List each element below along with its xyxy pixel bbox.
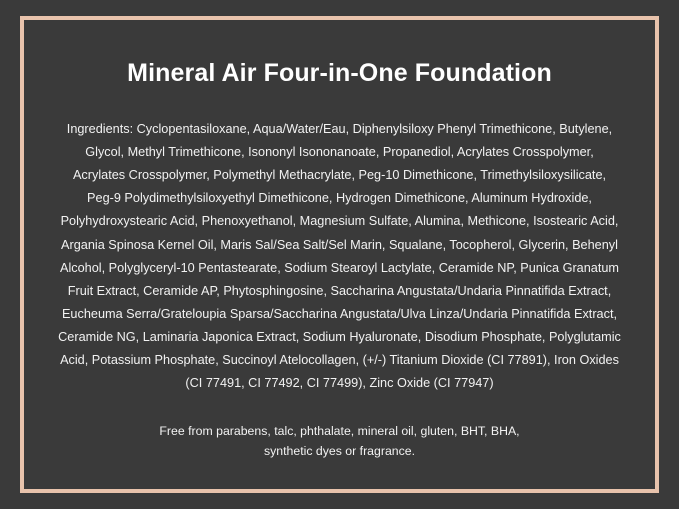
label-content bbox=[24, 20, 655, 489]
ingredients-text: Ingredients: Cyclopentasiloxane, Aqua/Water/Eau, Diphenylsiloxy Phenyl Trimethicone, Butylene, Glycol, Methyl Trimethicone, Isononyl Isononanoate, Propanediol, Acrylates Crosspolymer, Acrylates Crosspolymer, Polymethyl Methacrylate, Peg-10 Dimethicone, Trimethylsiloxysilicate, Peg-9 Polydimethylsiloxyethyl Dimethicone, Hydrogen Dimethicone, Aluminum Hydroxide, Polyhydroxystearic Acid, Phenoxyethanol, Magnesium Sulfate, Alumina, Methicone, Isostearic Acid, Argania Spinosa Kernel Oil, Maris Sal/Sea Salt/Sel Marin, Squalane, Tocopherol, Glycerin, Behenyl Alcohol, Polyglyceryl-10 Pentastearate, Sodium Stearoyl Lactylate, Ceramide NP, Punica Granatum Fruit Extract, Ceramide AP, Phytosphingosine, Saccharina Angustata/Undaria Pinnatifida Extract, Eucheuma Serra/Grateloupia Sparsa/Saccharina Angustata/Ulva Linza/Undaria Pinnatifida Extract, Ceramide NG, Laminaria Japonica Extract, Sodium Hyaluronate, Disodium Phosphate, Polyglutamic Acid, Potassium Phosphate, Succinoyl Atelocollagen, (+/-) Titanium Dioxide (CI 77891), Iron Oxides (CI 77491, CI 77492, CI 77499), Zinc Oxide (CI 77947) bbox=[58, 122, 621, 391]
free-from-line-2: synthetic dyes or fragrance. bbox=[263, 443, 416, 458]
free-from-line-1: Free from parabens, talc, phthalate, mineral oil, gluten, BHT, BHA, bbox=[159, 424, 520, 439]
free-from-block bbox=[90, 422, 589, 461]
page-title: Mineral Air Four-in-One Foundation bbox=[127, 59, 552, 87]
ingredient-label-panel bbox=[20, 16, 659, 493]
